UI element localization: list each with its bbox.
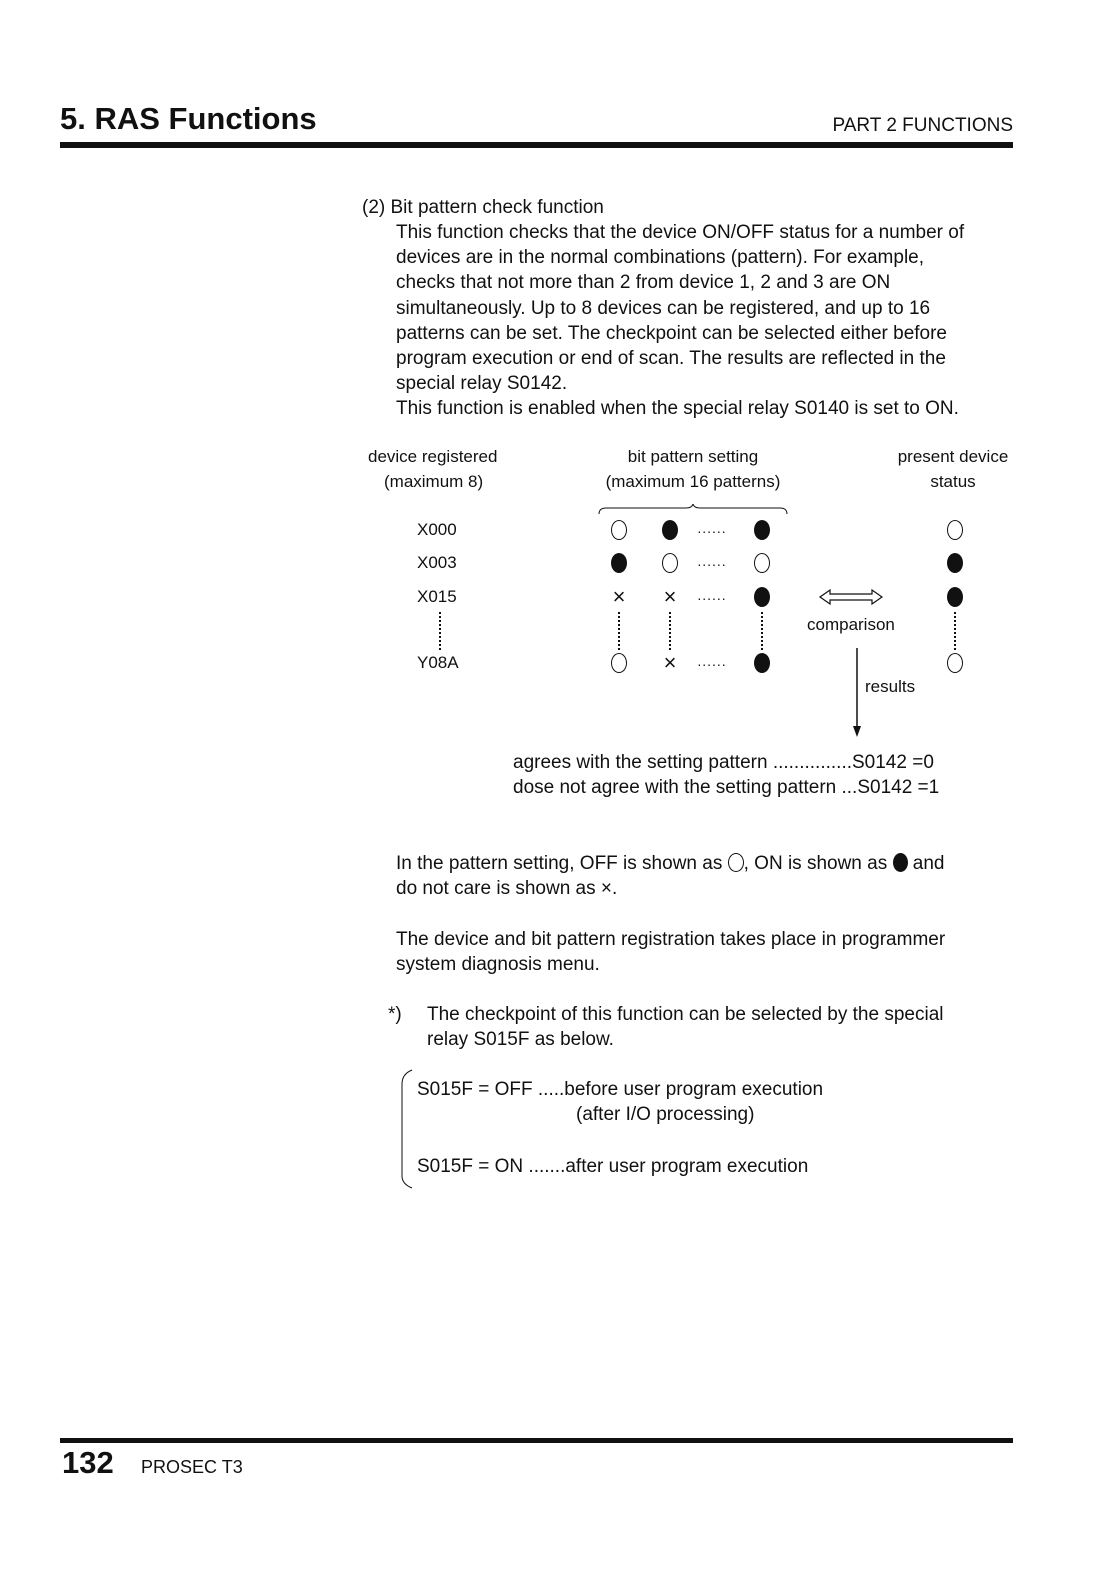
- double-arrow-icon: [818, 588, 884, 606]
- note-line: system diagnosis menu.: [396, 954, 600, 976]
- col-pattern-title: bit pattern setting: [627, 447, 759, 466]
- body-line: simultaneously. Up to 8 devices can be registered, and up to 16: [396, 297, 931, 319]
- body-line: program execution or end of scan. The results are reflected in the: [396, 348, 946, 370]
- ellipsis: ......: [697, 587, 727, 603]
- ellipsis: ......: [697, 520, 727, 536]
- s015f-on-line: S015F = ON .......after user program execution: [417, 1156, 809, 1177]
- off-circle-icon: [947, 653, 963, 673]
- note-line: The checkpoint of this function can be selected by the special: [427, 1004, 944, 1025]
- page-number: 132: [62, 1445, 114, 1480]
- body-line: This function checks that the device ON/OFF status for a number of: [396, 222, 965, 243]
- body-line: This function is enabled when the special relay S0140 is set to ON.: [396, 398, 959, 420]
- cross-icon: ×: [600, 878, 613, 899]
- vertical-ellipsis: [439, 612, 441, 650]
- off-circle-icon: [754, 553, 770, 573]
- col-device-sub: (maximum 8): [384, 472, 484, 491]
- s015f-off-line: S015F = OFF .....before user program execution: [417, 1079, 824, 1100]
- off-circle-icon: [611, 520, 627, 540]
- result-disagree: dose not agree with the setting pattern ...S0142 =1: [513, 777, 940, 798]
- section-heading: (2) Bit pattern check function: [362, 197, 604, 218]
- col-device-title: device registered: [368, 447, 498, 466]
- result-agree: agrees with the setting pattern ...............S0142 =0: [513, 752, 934, 773]
- legend-line: [396, 851, 944, 876]
- col-pattern-sub: (maximum 16 patterns): [605, 472, 781, 491]
- legend-text-on: , ON is shown as: [743, 853, 888, 874]
- on-circle-icon: [947, 587, 963, 607]
- dont-care-cross-icon: ×: [663, 650, 677, 675]
- vertical-ellipsis: [761, 612, 763, 650]
- ellipsis: ......: [697, 553, 727, 569]
- legend-line-2: [396, 876, 617, 901]
- legend-text-dc: do not care is shown as: [396, 878, 596, 899]
- ellipsis: ......: [697, 653, 727, 669]
- vertical-ellipsis: [669, 612, 671, 650]
- comparison-label: comparison: [807, 615, 895, 634]
- header-rule: [60, 142, 1013, 148]
- footer-rule: [60, 1438, 1013, 1443]
- down-arrow-icon: [850, 648, 864, 738]
- vertical-ellipsis: [954, 612, 956, 650]
- legend-text-and: and: [912, 853, 945, 874]
- dont-care-cross-icon: ×: [663, 584, 677, 609]
- off-circle-icon: [947, 520, 963, 540]
- device-label: X000: [417, 520, 457, 539]
- on-circle-icon: [893, 853, 908, 872]
- on-circle-icon: [754, 587, 770, 607]
- legend-text-off: In the pattern setting, OFF is shown as: [396, 853, 723, 874]
- left-bracket: [398, 1068, 414, 1190]
- col-status-title: present device: [897, 447, 1009, 466]
- registration-note: [396, 927, 945, 977]
- results-label: results: [865, 677, 916, 696]
- chapter-title: 5. RAS Functions: [60, 101, 317, 136]
- on-circle-icon: [754, 653, 770, 673]
- section-body: [396, 220, 964, 422]
- body-line: special relay S0142.: [396, 373, 568, 395]
- device-label: X003: [417, 553, 457, 572]
- col-status-sub: status: [930, 472, 976, 491]
- on-circle-icon: [611, 553, 627, 573]
- pattern-brace: [598, 504, 788, 516]
- off-circle-icon: [611, 653, 627, 673]
- body-line: checks that not more than 2 from device 1, 2 and 3 are ON: [396, 272, 891, 294]
- on-circle-icon: [754, 520, 770, 540]
- note-line: The device and bit pattern registration takes place in programmer: [396, 929, 946, 950]
- footnote-marker: *): [388, 1004, 402, 1025]
- body-line: devices are in the normal combinations (pattern). For example,: [396, 247, 925, 269]
- legend-period: .: [612, 878, 618, 899]
- device-label: X015: [417, 587, 457, 606]
- footnote-text: [427, 1002, 943, 1052]
- dont-care-cross-icon: ×: [612, 584, 626, 609]
- device-label: Y08A: [417, 653, 459, 672]
- body-line: patterns can be set. The checkpoint can be selected either before: [396, 322, 947, 344]
- col-status-header: [888, 444, 1018, 494]
- vertical-ellipsis: [618, 612, 620, 650]
- note-line: relay S015F as below.: [427, 1029, 614, 1051]
- product-name: PROSEC T3: [141, 1457, 243, 1477]
- s015f-off-sub: (after I/O processing): [576, 1104, 755, 1125]
- col-device-header: [368, 444, 497, 494]
- col-pattern-header: [598, 444, 788, 494]
- off-circle-icon: [662, 553, 678, 573]
- on-circle-icon: [947, 553, 963, 573]
- on-circle-icon: [662, 520, 678, 540]
- off-circle-icon: [728, 853, 744, 872]
- part-label: PART 2 FUNCTIONS: [832, 115, 1013, 136]
